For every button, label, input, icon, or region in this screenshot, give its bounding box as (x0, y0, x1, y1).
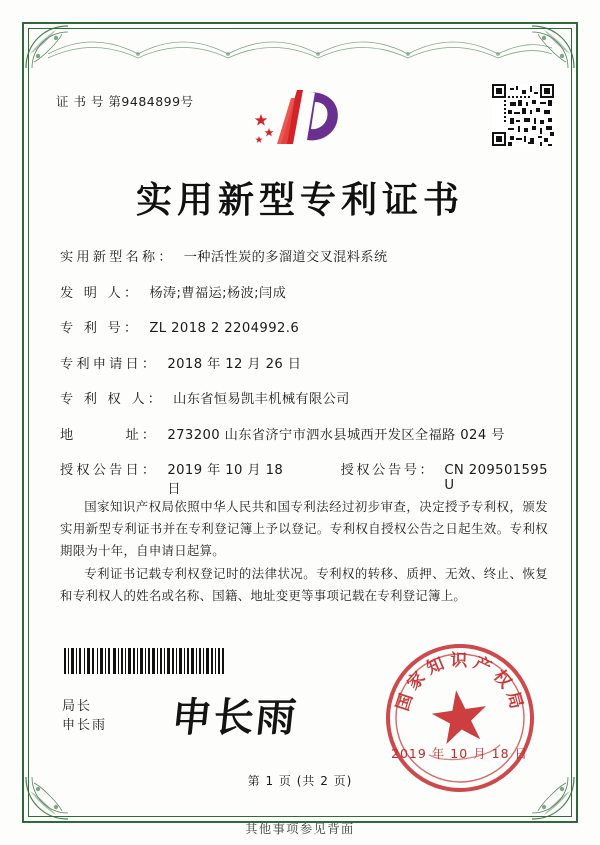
field-row-address (60, 424, 548, 443)
field-value-grant-date: 2019 年 10 月 18 日 (167, 463, 284, 497)
back-side-note: 其他事项参见背面 (245, 822, 355, 836)
field-label: 实用新型名称： (60, 250, 175, 265)
field-row-application-date (60, 353, 548, 372)
certificate-number: 证 书 号 第9484899号 (56, 94, 194, 109)
field-value: 一种活性炭的多溜道交叉混料系统 (183, 250, 388, 265)
field-row-name (60, 246, 548, 265)
field-row-patent-number (60, 317, 548, 336)
field-label: 地 址： (60, 427, 159, 443)
top-ornament-icon (48, 34, 552, 60)
paragraph-text: 专利证书记载专利权登记时的法律状况。专利权的转移、质押、无效、终止、恢复和专利权人的姓名或名称、国籍、地址变更等事项记载在专利登记簿上。 (60, 566, 548, 603)
paragraph-grant-statement (60, 496, 548, 562)
agency-logo-icon (245, 84, 355, 156)
seal-top-text: 国家知识产权局 (392, 650, 528, 716)
field-row-inventors (60, 282, 548, 301)
director-title-line1: 局长 (62, 699, 93, 714)
paragraph-text: 国家知识产权局依照中华人民共和国专利法经过初步审查，决定授予专利权，颁发实用新型专利证书并在专利登记簿上予以登记。专利权自授权公告之日起生效。专利权期限为十年，自申请日起算。 (60, 499, 548, 558)
director-title-line2: 申长雨 (62, 718, 108, 733)
barcode (62, 648, 226, 674)
paragraph-legal-status (60, 563, 548, 607)
page-title: 实用新型专利证书 (135, 179, 464, 221)
field-row-patentee (60, 388, 548, 407)
field-value: 2018 年 12 月 26 日 (167, 356, 302, 372)
handwritten-signature: 申长雨 (169, 694, 301, 741)
field-label-publication-number: 授权公告号： (340, 463, 436, 478)
field-value: 273200 山东省济宁市泗水县城西开发区全福路 024 号 (167, 427, 505, 443)
field-label: 发 明 人： (60, 285, 141, 301)
field-value: ZL 2018 2 2204992.6 (149, 321, 300, 336)
qr-code (492, 84, 554, 146)
field-label: 专 利 号： (60, 321, 141, 336)
page-number: 第 1 页 (共 2 页) (247, 774, 353, 788)
field-label-grant-date: 授权公告日： (60, 463, 159, 478)
field-list (60, 246, 548, 514)
field-label: 专 利 权 人： (60, 392, 165, 407)
director-title (62, 697, 107, 735)
field-label: 专利申请日： (60, 356, 159, 372)
field-value: 杨涛;曹福运;杨波;闫成 (149, 285, 287, 301)
field-value-publication-number: CN 209501595 U (444, 463, 548, 493)
field-value: 山东省恒易凯丰机械有限公司 (173, 392, 350, 407)
seal-date: 2019 年 10 月 18 日 (391, 746, 528, 761)
field-row-grant (60, 459, 548, 497)
